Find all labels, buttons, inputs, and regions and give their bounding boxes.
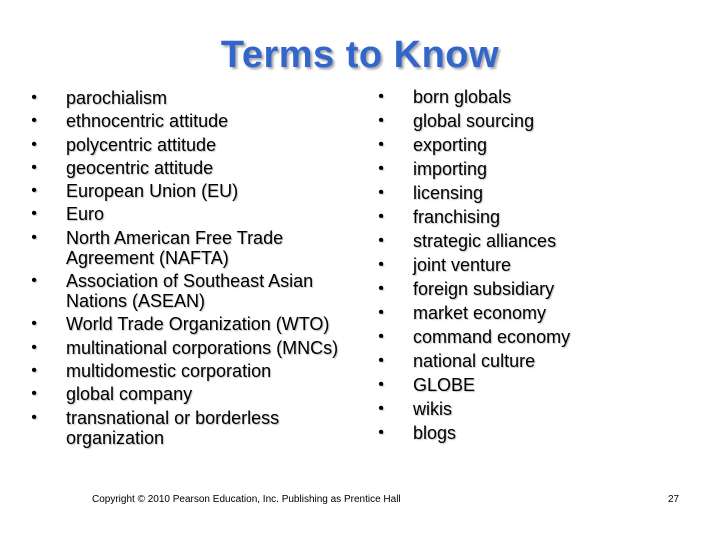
left-terms-list: [28, 88, 348, 451]
list-item: [28, 338, 348, 358]
list-item: [375, 351, 585, 371]
term-label: national culture: [413, 351, 536, 371]
term-label: exporting: [413, 135, 488, 155]
term-label: market economy: [413, 303, 547, 323]
list-item: [28, 158, 348, 178]
list-item: [375, 423, 585, 443]
slide-title: Terms to Know: [220, 34, 500, 76]
term-label: World Trade Organization (WTO): [66, 314, 330, 335]
list-item: [375, 327, 585, 347]
bullet-icon: •: [31, 361, 37, 379]
bullet-icon: •: [378, 184, 384, 201]
bullet-icon: •: [378, 304, 384, 321]
page-number: 27: [668, 494, 680, 505]
term-label: licensing: [413, 183, 484, 203]
term-label: born globals: [413, 87, 512, 107]
term-label: transnational or borderless organization: [66, 407, 280, 448]
list-item: [375, 399, 585, 419]
list-item: [375, 279, 585, 299]
list-item: [28, 228, 348, 268]
term-label: wikis: [413, 399, 452, 419]
bullet-icon: •: [31, 315, 37, 333]
bullet-icon: •: [378, 208, 384, 225]
list-item: [28, 88, 348, 108]
list-item: [375, 135, 585, 155]
bullet-icon: •: [378, 400, 384, 417]
copyright-notice: Copyright © 2010 Pearson Education, Inc. Publishing as Prentice Hall: [92, 494, 401, 505]
term-label: European Union (EU): [66, 181, 239, 202]
list-item: [375, 231, 585, 251]
term-label: polycentric attitude: [66, 134, 217, 155]
list-item: [28, 271, 348, 311]
list-item: [28, 135, 348, 155]
bullet-icon: •: [31, 158, 37, 176]
term-label: global company: [66, 384, 193, 405]
bullet-icon: •: [31, 89, 37, 106]
term-label: importing: [413, 159, 488, 179]
term-label: Euro: [66, 204, 105, 225]
list-item: [28, 408, 348, 448]
list-item: [375, 87, 585, 107]
list-item: [375, 111, 585, 131]
bullet-icon: •: [378, 112, 384, 129]
bullet-icon: •: [378, 352, 384, 369]
bullet-icon: •: [378, 256, 384, 273]
term-label: Association of Southeast Asian Nations (ASEAN): [66, 271, 314, 312]
term-label: multinational corporations (MNCs): [66, 337, 339, 358]
term-label: franchising: [413, 207, 501, 227]
bullet-icon: •: [378, 424, 384, 441]
bullet-icon: •: [31, 182, 37, 200]
term-label: blogs: [413, 423, 457, 443]
term-label: strategic alliances: [413, 231, 557, 251]
term-label: global sourcing: [413, 111, 535, 131]
bullet-icon: •: [31, 272, 37, 290]
term-label: North American Free Trade Agreement (NAFTA): [66, 227, 284, 268]
list-item: [375, 255, 585, 275]
list-item: [375, 375, 585, 395]
list-item: [375, 207, 585, 227]
bullet-icon: •: [378, 136, 384, 153]
term-label: geocentric attitude: [66, 157, 214, 178]
bullet-icon: •: [378, 232, 384, 249]
term-label: parochialism: [66, 88, 168, 108]
list-item: [28, 361, 348, 381]
list-item: [375, 303, 585, 323]
bullet-icon: •: [31, 228, 37, 246]
list-item: [28, 314, 348, 334]
list-item: [28, 384, 348, 404]
list-item: [375, 183, 585, 203]
list-item: [28, 111, 348, 131]
right-terms-list: [375, 87, 585, 447]
bullet-icon: •: [31, 385, 37, 403]
term-label: foreign subsidiary: [413, 279, 555, 299]
list-item: [375, 159, 585, 179]
bullet-icon: •: [31, 112, 37, 130]
term-label: multidomestic corporation: [66, 360, 272, 381]
bullet-icon: •: [31, 205, 37, 223]
bullet-icon: •: [31, 135, 37, 153]
term-label: joint venture: [413, 255, 512, 275]
bullet-icon: •: [378, 160, 384, 177]
bullet-icon: •: [378, 280, 384, 297]
term-label: ethnocentric attitude: [66, 111, 229, 132]
list-item: [28, 204, 348, 224]
bullet-icon: •: [31, 408, 37, 426]
term-label: GLOBE: [413, 375, 476, 395]
term-label: command economy: [413, 327, 571, 347]
bullet-icon: •: [378, 88, 384, 105]
bullet-icon: •: [378, 376, 384, 393]
list-item: [28, 181, 348, 201]
bullet-icon: •: [378, 328, 384, 345]
bullet-icon: •: [31, 338, 37, 356]
